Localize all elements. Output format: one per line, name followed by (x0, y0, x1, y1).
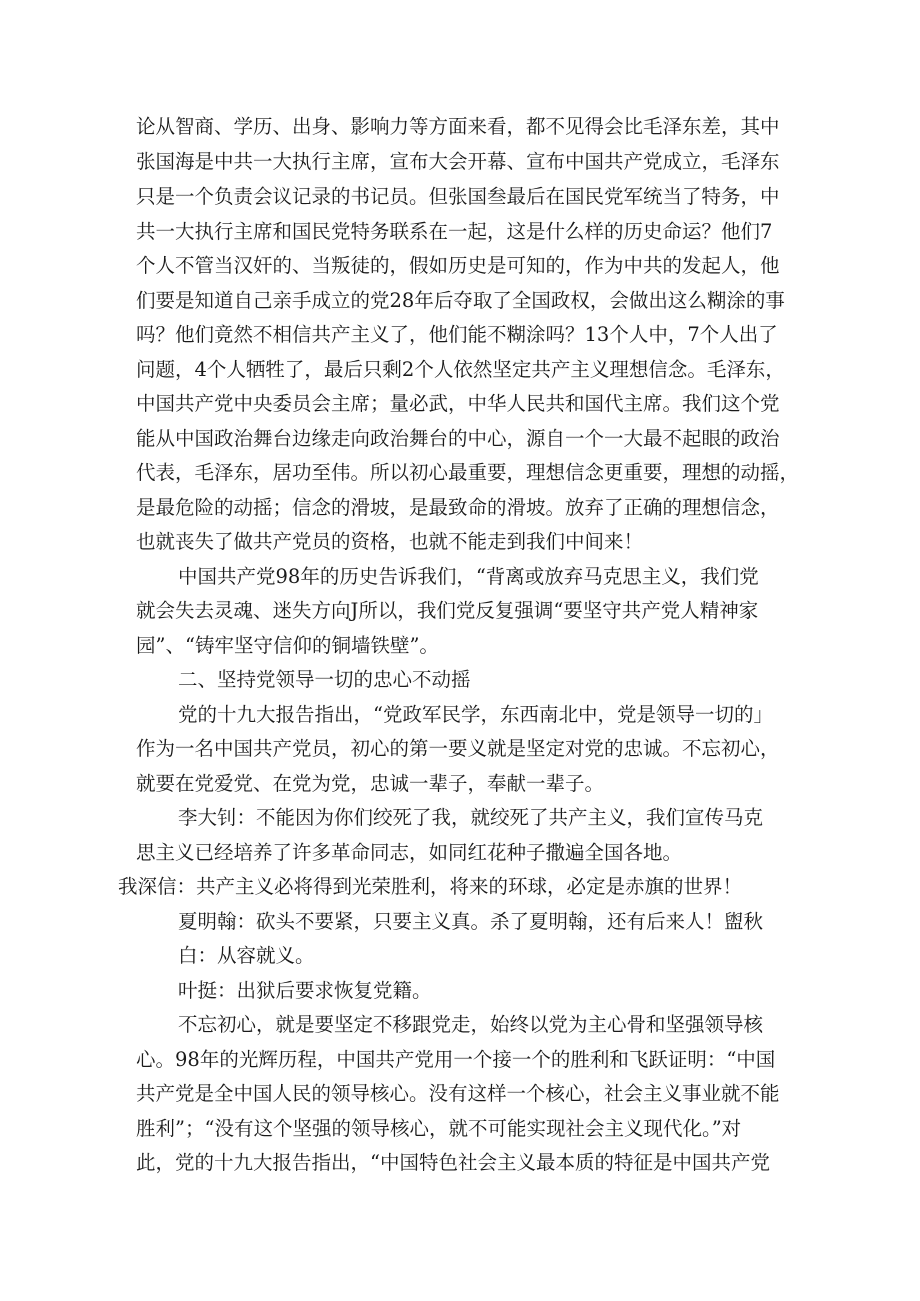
body-text-line: 代表，毛泽东，居功至伟。所以初心最重要，理想信念更重要，理想的动摇， (136, 461, 800, 484)
section-heading: 二、坚持党领导一切的忠心不动摇 (178, 668, 471, 691)
body-text-line: 李大钊：不能因为你们绞死了我，就绞死了共产主义，我们宣传马克 (178, 806, 764, 829)
body-text-line: 作为一名中国共产党员，初心的第一要义就是坚定对党的忠诚。不忘初心， (136, 737, 780, 760)
body-text-line: 论从智商、学历、出身、影响力等方面来看，都不见得会比毛泽东差，其中 (136, 115, 780, 138)
body-text-line: 园”、“铸牢坚守信仰的铜墙铁壁”。 (136, 634, 439, 657)
body-text-line: 胜利”；“没有这个坚强的领导核心，就不可能实现社会主义现代化。”对 (136, 1117, 742, 1140)
body-text-line: 张国海是中共一大执行主席，宣布大会开幕、宣布中国共产党成立，毛泽东 (136, 150, 780, 173)
body-text-line: 能从中国政治舞台边缘走向政治舞台的中心，源自一个一大最不起眼的政治 (136, 427, 780, 450)
body-text-line: 只是一个负责会议记录的书记员。但张国叁最后在国民党军统当了特务，中 (136, 185, 780, 208)
body-text-line: 吗？他们竟然不相信共产主义了，他们能不糊涂吗？13个人中，7个人出了 (136, 323, 778, 346)
body-text-line: 心。98年的光辉历程，中国共产党用一个接一个的胜利和飞跃证明：“中国 (136, 1048, 776, 1071)
body-text-line: 中国共产党中央委员会主席；量必武，中华人民共和国代主席。我们这个党 (136, 392, 780, 415)
body-text-line: 共产党是全中国人民的领导核心。没有这样一个核心，社会主义事业就不能 (136, 1082, 780, 1105)
body-text-line: 就会失去灵魂、迷失方向J所以，我们党反复强调“要坚守共产党人精神家 (136, 599, 759, 622)
body-text-line: 不忘初心，就是要坚定不移跟党走，始终以党为主心骨和坚强领导核 (178, 1013, 764, 1036)
body-text-line: 就要在党爱党、在党为党，忠诚一辈子，奉献一辈子。 (136, 772, 605, 795)
body-text-line: 个人不管当汉奸的、当叛徒的，假如历史是可知的，作为中共的发起人，他 (136, 254, 780, 277)
body-text-line: 我深信：共产主义必将得到光荣胜利，将来的环球，必定是赤旗的世界！ (118, 875, 743, 898)
body-text-line: 中国共产党98年的历史告诉我们，“背离或放弃马克思主义，我们党 (178, 565, 759, 588)
body-text-line: 白：从容就义。 (178, 944, 315, 967)
body-text-line: 叶挺：出狱后要求恢复党籍。 (178, 979, 432, 1002)
body-text-line: 夏明翰：砍头不要紧，只要主义真。杀了夏明翰，还有后来人！盥秋 (178, 910, 764, 933)
body-text-line: 党的十九大报告指出，“党政军民学，东西南北中，党是领导一切的」 (178, 703, 773, 726)
body-text-line: 也就丧失了做共产党员的资格，也就不能走到我们中间来！ (136, 530, 644, 553)
body-text-line: 思主义已经培养了许多革命同志，如同红花种子撒遍全国各地。 (136, 841, 683, 864)
body-text-line: 是最危险的动摇；信念的滑坡，是最致命的滑坡。放弃了正确的理想信念， (136, 496, 780, 519)
body-text-line: 共一大执行主席和国民党特务联系在一起，这是什么样的历史命运？他们7 (136, 220, 773, 243)
body-text-line: 们要是知道自己亲手成立的党28年后夺取了全国政权，会做出这么糊涂的事 (136, 289, 785, 312)
body-text-line: 此，党的十九大报告指出，“中国特色社会主义最本质的特征是中国共产党 (136, 1151, 770, 1174)
body-text-line: 问题，4个人牺牲了，最后只剩2个人依然坚定共产主义理想信念。毛泽东， (136, 358, 785, 381)
